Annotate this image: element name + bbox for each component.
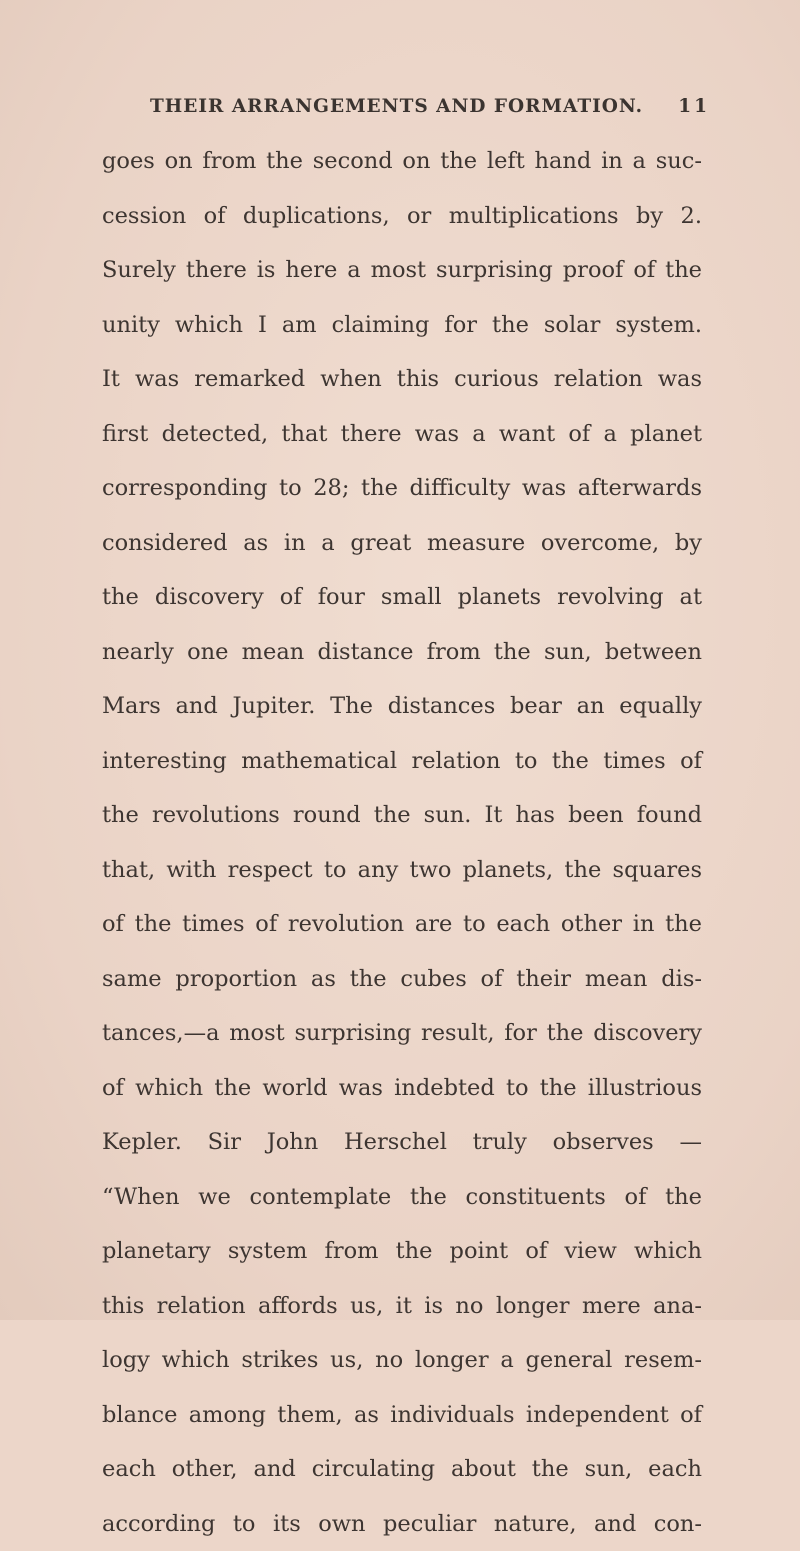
text-line: goes on from the second on the left hand in a suc-	[102, 134, 702, 189]
text-line: cession of duplications, or multiplications by 2.	[102, 189, 702, 244]
running-head	[150, 88, 710, 124]
text-line: each other, and circulating about the sun, each	[102, 1442, 702, 1497]
text-line: “When we contemplate the constituents of the	[102, 1170, 702, 1225]
text-line: It was remarked when this curious relation was	[102, 352, 702, 407]
text-line: considered as in a great measure overcome, by	[102, 516, 702, 571]
running-title: THEIR ARRANGEMENTS AND FORMATION.	[150, 96, 643, 117]
text-line: Kepler. Sir John Herschel truly observes —	[102, 1115, 702, 1170]
text-line: this relation affords us, it is no longer mere ana-	[102, 1279, 702, 1334]
text-line: that, with respect to any two planets, the squares	[102, 843, 702, 898]
text-line: of which the world was indebted to the illustrious	[102, 1061, 702, 1116]
page-number: 11	[678, 96, 710, 117]
text-line: blance among them, as individuals independent of	[102, 1388, 702, 1443]
text-line: of the times of revolution are to each other in the	[102, 897, 702, 952]
text-line: logy which strikes us, no longer a general resem-	[102, 1333, 702, 1388]
text-line: planetary system from the point of view which	[102, 1224, 702, 1279]
text-line: Surely there is here a most surprising proof of the	[102, 243, 702, 298]
text-line: corresponding to 28; the difficulty was afterwards	[102, 461, 702, 516]
text-line: same proportion as the cubes of their mean dis-	[102, 952, 702, 1007]
body-text	[102, 134, 702, 1551]
text-line: nearly one mean distance from the sun, between	[102, 625, 702, 680]
text-line: the revolutions round the sun. It has been found	[102, 788, 702, 843]
text-line: first detected, that there was a want of a planet	[102, 407, 702, 462]
text-line: tances,—a most surprising result, for the discovery	[102, 1006, 702, 1061]
text-line: Mars and Jupiter. The distances bear an equally	[102, 679, 702, 734]
text-line: according to its own peculiar nature, and con-	[102, 1497, 702, 1551]
text-line: unity which I am claiming for the solar system.	[102, 298, 702, 353]
text-line: interesting mathematical relation to the times of	[102, 734, 702, 789]
text-line: the discovery of four small planets revolving at	[102, 570, 702, 625]
